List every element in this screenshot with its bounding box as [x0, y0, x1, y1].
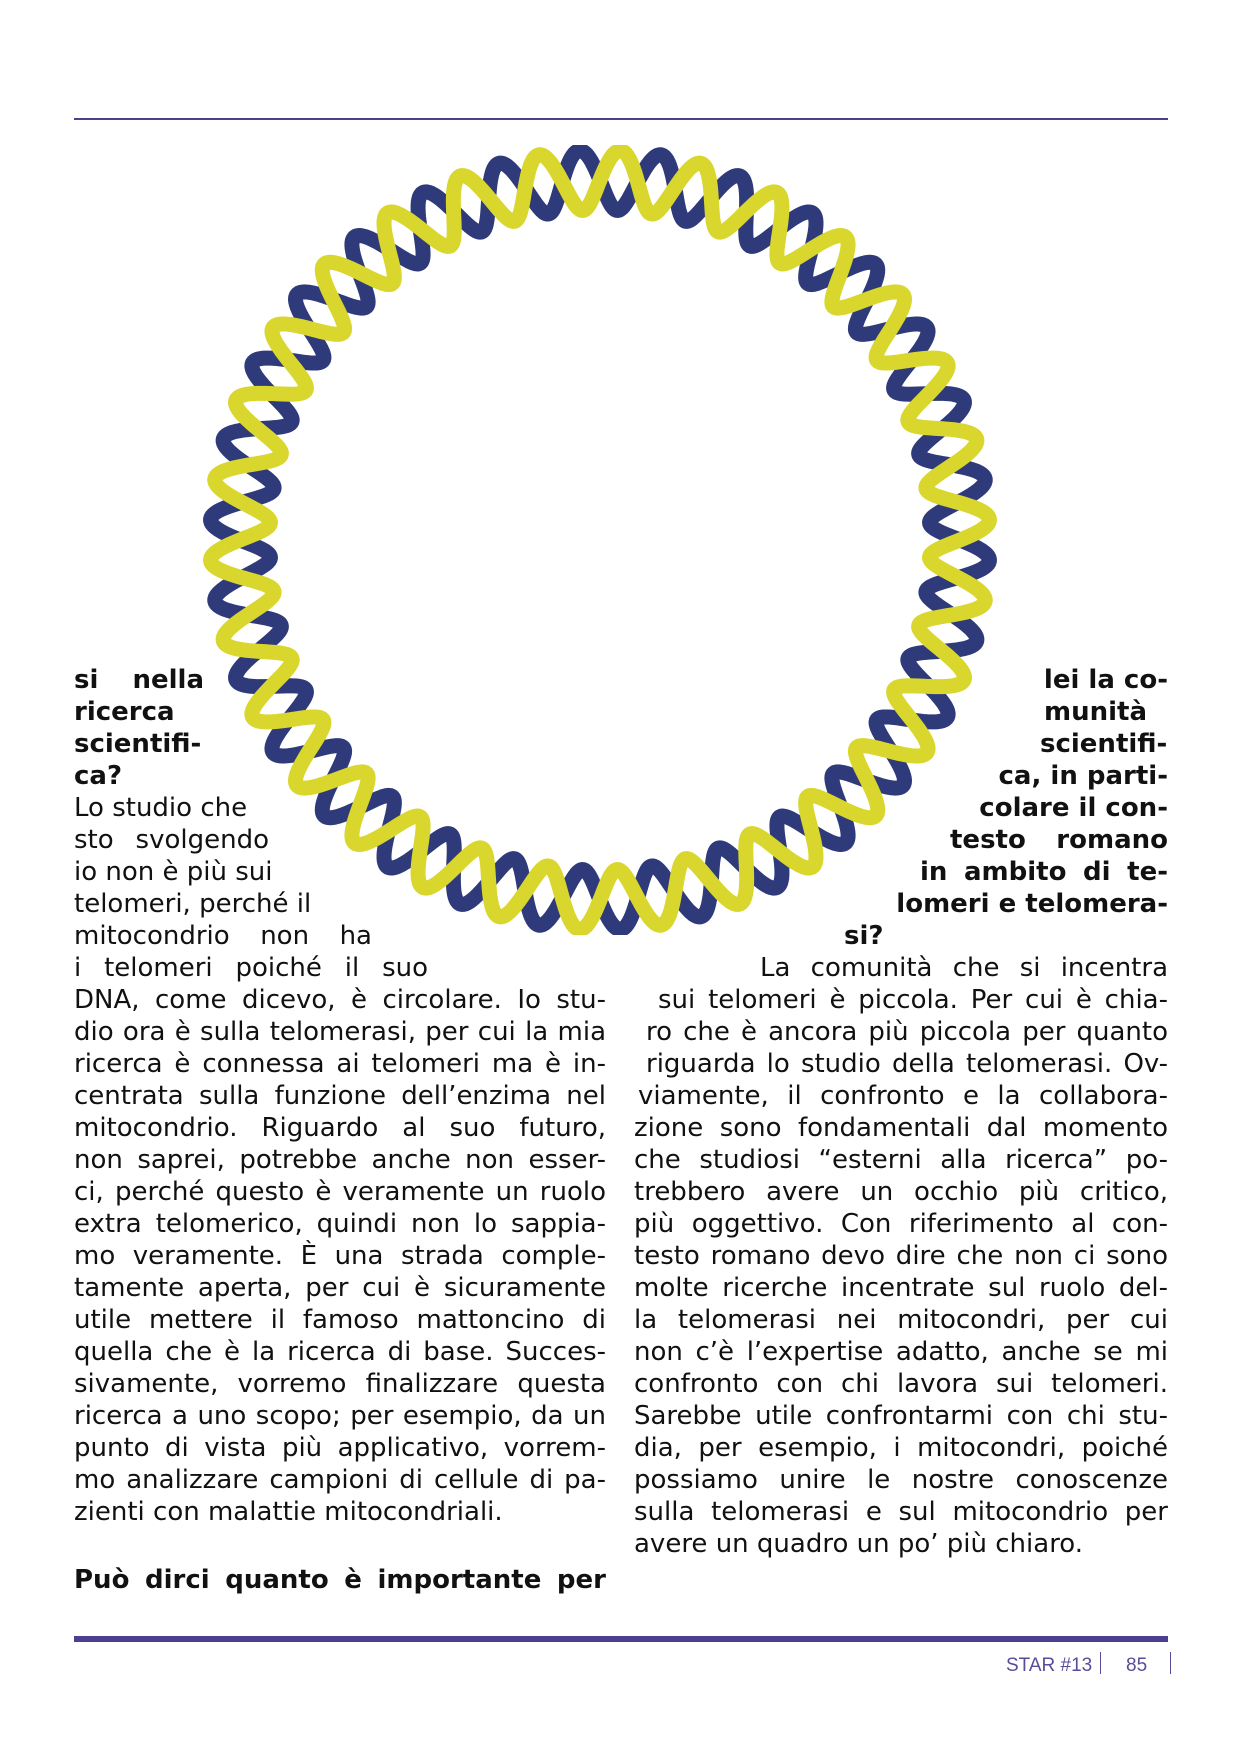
answer-line: mitocondrio. Riguardo al suo futuro, [74, 1113, 606, 1143]
answer-line: riguarda lo studio della telomerasi. Ov- [646, 1049, 1168, 1079]
answer-line: viamente, il confronto e la collabora- [638, 1081, 1168, 1111]
answer-left-last [74, 1496, 606, 1528]
footer-separator [1170, 1652, 1171, 1674]
question-continuation-left [74, 664, 204, 760]
page-number: 85 [1126, 1655, 1148, 1676]
bottom-rule [74, 1636, 1168, 1642]
answer-line: molte ricerche incentrate sul ruolo del- [634, 1273, 1168, 1303]
answer-line: più oggettivo. Con riferimento al con- [634, 1209, 1168, 1239]
question-line: in ambito di te- [920, 857, 1168, 887]
answer-line: Lo studio che [74, 793, 248, 823]
answer-line: che studiosi “esterni alla ricerca” po- [634, 1145, 1168, 1175]
answer-line: dio ora è sulla telomerasi, per cui la mia [74, 1017, 606, 1047]
question-line: scientifi- [1040, 729, 1168, 759]
answer-line: avere un quadro un po’ più chiaro. [634, 1529, 1084, 1559]
answer-line: extra telomerico, quindi non lo sappia- [74, 1209, 606, 1239]
answer-line: i telomeri poiché il suo [74, 953, 428, 983]
answer-left-top [74, 792, 428, 984]
answer-line: sui telomeri è piccola. Per cui è chia- [658, 985, 1168, 1015]
answer-line: utile mettere il famoso mattoncino di [74, 1305, 606, 1335]
footer-separator [1100, 1652, 1101, 1674]
question-line: munità [1044, 697, 1147, 727]
answer-line: ricerca è connessa ai telomeri ma è in- [74, 1049, 606, 1079]
answer-line: telomeri, perché il [74, 889, 312, 919]
answer-line: tamente aperta, per cui è sicuramente [74, 1273, 606, 1303]
answer-line: io non è più sui [74, 857, 273, 887]
answer-line: quella che è la ricerca di base. Succes- [74, 1337, 606, 1367]
answer-line: non c’è l’expertise adatto, anche se mi [634, 1337, 1168, 1367]
answer-line: centrata sulla funzione dell’enzima nel [74, 1081, 606, 1111]
answer-line: Sarebbe utile confrontarmi con chi stu- [634, 1401, 1168, 1431]
answer-line: zienti con malattie mitocondriali. [74, 1497, 503, 1527]
answer-line: zione sono fondamentali dal momento [634, 1113, 1168, 1143]
answer-line: ci, perché questo è veramente un ruolo [74, 1177, 606, 1207]
question-line: ca? [74, 761, 123, 791]
answer-line: trebbero avere un occhio più critico, [634, 1177, 1168, 1207]
answer-line: mitocondrio non ha [74, 921, 372, 951]
answer-line: sto svolgendo [74, 825, 269, 855]
question-line: testo romano [950, 825, 1168, 855]
answer-line: La comunità che si incentra [760, 953, 1168, 983]
question-line: si nella [74, 665, 204, 695]
answer-line: non saprei, potrebbe anche non esser- [74, 1145, 606, 1175]
answer-right [634, 952, 1168, 1560]
question-line: ricerca [74, 697, 175, 727]
question-last-line-left [74, 760, 204, 792]
answer-line: ricerca a uno scopo; per esempio, da un [74, 1401, 606, 1431]
answer-line: punto di vista più applicativo, vorrem- [74, 1433, 606, 1463]
answer-line: testo romano devo dire che non ci sono [634, 1241, 1168, 1271]
question-line: ca, in parti- [998, 761, 1168, 791]
question-line: scientifi- [74, 729, 202, 759]
question-line: si? [844, 921, 884, 951]
question-right [800, 664, 1168, 952]
answer-line: DNA, come dicevo, è circolare. Io stu- [74, 985, 606, 1015]
answer-line: possiamo unire le nostre conoscenze [634, 1465, 1168, 1495]
question-line: lomeri e telomera- [896, 889, 1168, 919]
answer-line: dia, per esempio, i mitocondri, poiché [634, 1433, 1168, 1463]
question-line: colare il con- [979, 793, 1168, 823]
answer-line: confronto con chi lavora sui telomeri. [634, 1369, 1168, 1399]
answer-left-body [74, 984, 606, 1496]
question-line: lei la co- [1043, 665, 1168, 695]
answer-line: la telomerasi nei mitocondri, per cui [634, 1305, 1168, 1335]
next-question [74, 1564, 606, 1596]
answer-line: mo veramente. È una strada comple- [74, 1241, 606, 1271]
question-line: Può dirci quanto è importante per [74, 1565, 606, 1595]
top-rule [74, 118, 1168, 120]
answer-line: ro che è ancora più piccola per quanto [646, 1017, 1168, 1047]
answer-line: sivamente, vorremo finalizzare questa [74, 1369, 606, 1399]
answer-line: mo analizzare campioni di cellule di pa- [74, 1465, 606, 1495]
magazine-issue: STAR #13 [1006, 1655, 1093, 1676]
answer-line: sulla telomerasi e sul mitocondrio per [634, 1497, 1168, 1527]
